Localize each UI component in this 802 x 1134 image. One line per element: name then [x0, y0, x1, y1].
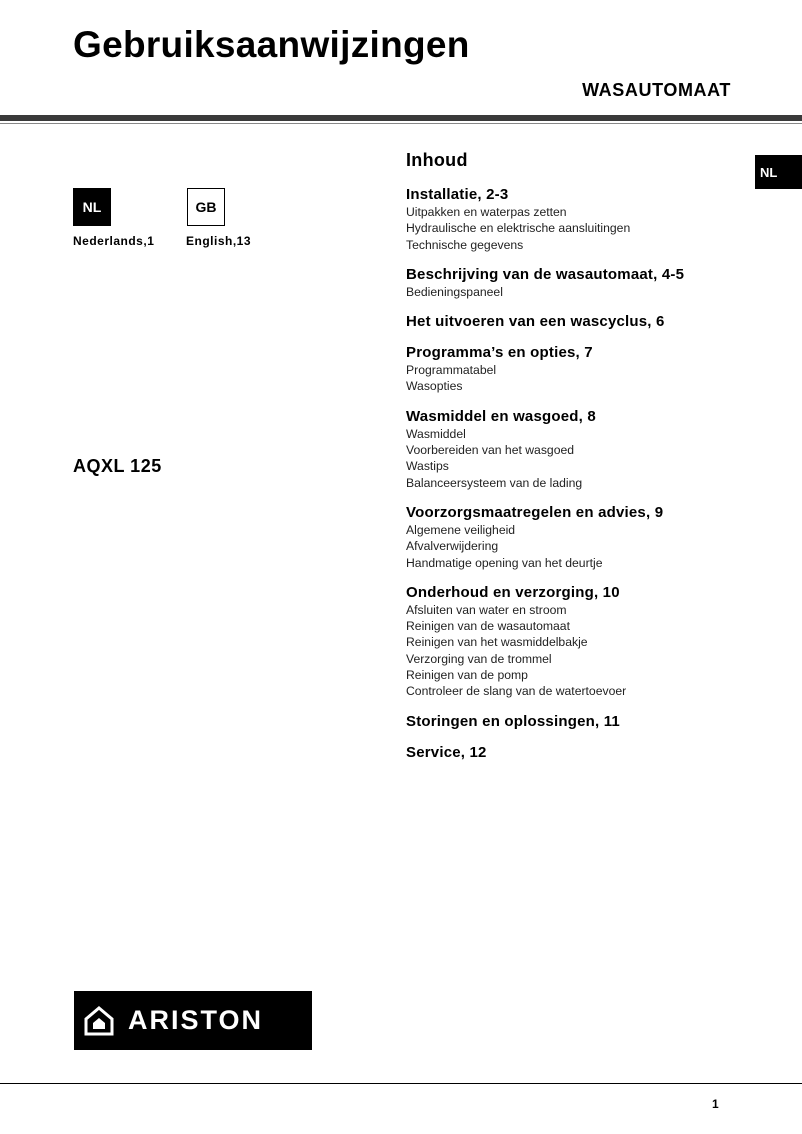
page-number: 1: [712, 1097, 719, 1111]
toc-section-title[interactable]: Wasmiddel en wasgoed, 8: [406, 407, 596, 425]
document-subtitle: WASAUTOMAAT: [582, 80, 731, 100]
toc-subitem[interactable]: Reinigen van de wasautomaat: [406, 619, 570, 634]
toc-subitem[interactable]: Technische gegevens: [406, 237, 524, 252]
toc-section-title[interactable]: Voorzorgsmaatregelen en advies, 9: [406, 503, 664, 521]
toc-subitem[interactable]: Wasmiddel: [406, 426, 466, 441]
ariston-house-icon: [84, 1006, 114, 1036]
header-divider-thin: [0, 123, 802, 124]
toc-section: [406, 312, 751, 331]
toc-section: [406, 712, 751, 731]
toc-subitem[interactable]: Verzorging van de trommel: [406, 651, 552, 666]
toc-subitem[interactable]: Balanceersysteem van de lading: [406, 475, 583, 490]
table-of-contents: [406, 150, 751, 774]
toc-subitem[interactable]: Hydraulische en elektrische aansluitingen: [406, 221, 631, 236]
language-badge-nl[interactable]: NL: [73, 188, 111, 226]
toc-subitem[interactable]: Wasopties: [406, 379, 463, 394]
toc-section: [406, 503, 751, 571]
toc-subitem[interactable]: Afvalverwijdering: [406, 539, 499, 554]
toc-section-title[interactable]: Installatie, 2-3: [406, 186, 509, 203]
brand-logo: [74, 991, 312, 1050]
toc-section-title[interactable]: Service, 12: [406, 743, 487, 761]
toc-subitem[interactable]: Uitpakken en waterpas zetten: [406, 205, 567, 219]
toc-subitem[interactable]: Reinigen van het wasmiddelbakje: [406, 635, 588, 650]
language-side-tab: NL: [755, 155, 802, 189]
toc-subitem[interactable]: Programmatabel: [406, 363, 497, 378]
language-badge-gb[interactable]: GB: [187, 188, 225, 226]
toc-section-title[interactable]: Storingen en oplossingen, 11: [406, 712, 620, 730]
toc-section: [406, 265, 751, 300]
toc-heading: Inhoud: [406, 150, 468, 170]
toc-section: [406, 583, 751, 700]
brand-logo-text: ARISTON: [128, 1005, 264, 1035]
toc-subitem[interactable]: Reinigen van de pomp: [406, 668, 528, 683]
language-label-gb[interactable]: English,13: [186, 234, 252, 248]
toc-section-title[interactable]: Het uitvoeren van een wascyclus, 6: [406, 313, 665, 331]
toc-section: [406, 185, 751, 253]
toc-subitem[interactable]: Bedieningspaneel: [406, 284, 503, 299]
toc-subitem[interactable]: Wastips: [406, 459, 449, 474]
toc-section: [406, 407, 751, 491]
toc-section-title[interactable]: Beschrijving van de wasautomaat, 4-5: [406, 265, 685, 283]
toc-sections: [406, 185, 751, 762]
toc-section-title[interactable]: Onderhoud en verzorging, 10: [406, 583, 620, 601]
document-title: Gebruiksaanwijzingen: [73, 24, 470, 65]
language-label-nl[interactable]: Nederlands,1: [73, 234, 155, 248]
header-divider: [0, 115, 802, 121]
toc-section: [406, 743, 751, 762]
toc-subitem[interactable]: Controleer de slang van de watertoevoer: [406, 684, 627, 699]
toc-subitem[interactable]: Voorbereiden van het wasgoed: [406, 443, 575, 458]
toc-subitem[interactable]: Handmatige opening van het deurtje: [406, 555, 603, 570]
toc-section: [406, 343, 751, 395]
toc-section-title[interactable]: Programma’s en opties, 7: [406, 344, 593, 362]
toc-subitem[interactable]: Afsluiten van water en stroom: [406, 602, 567, 617]
toc-subitem[interactable]: Algemene veiligheid: [406, 522, 516, 537]
footer-divider: [0, 1083, 802, 1084]
model-number: AQXL 125: [73, 456, 162, 476]
